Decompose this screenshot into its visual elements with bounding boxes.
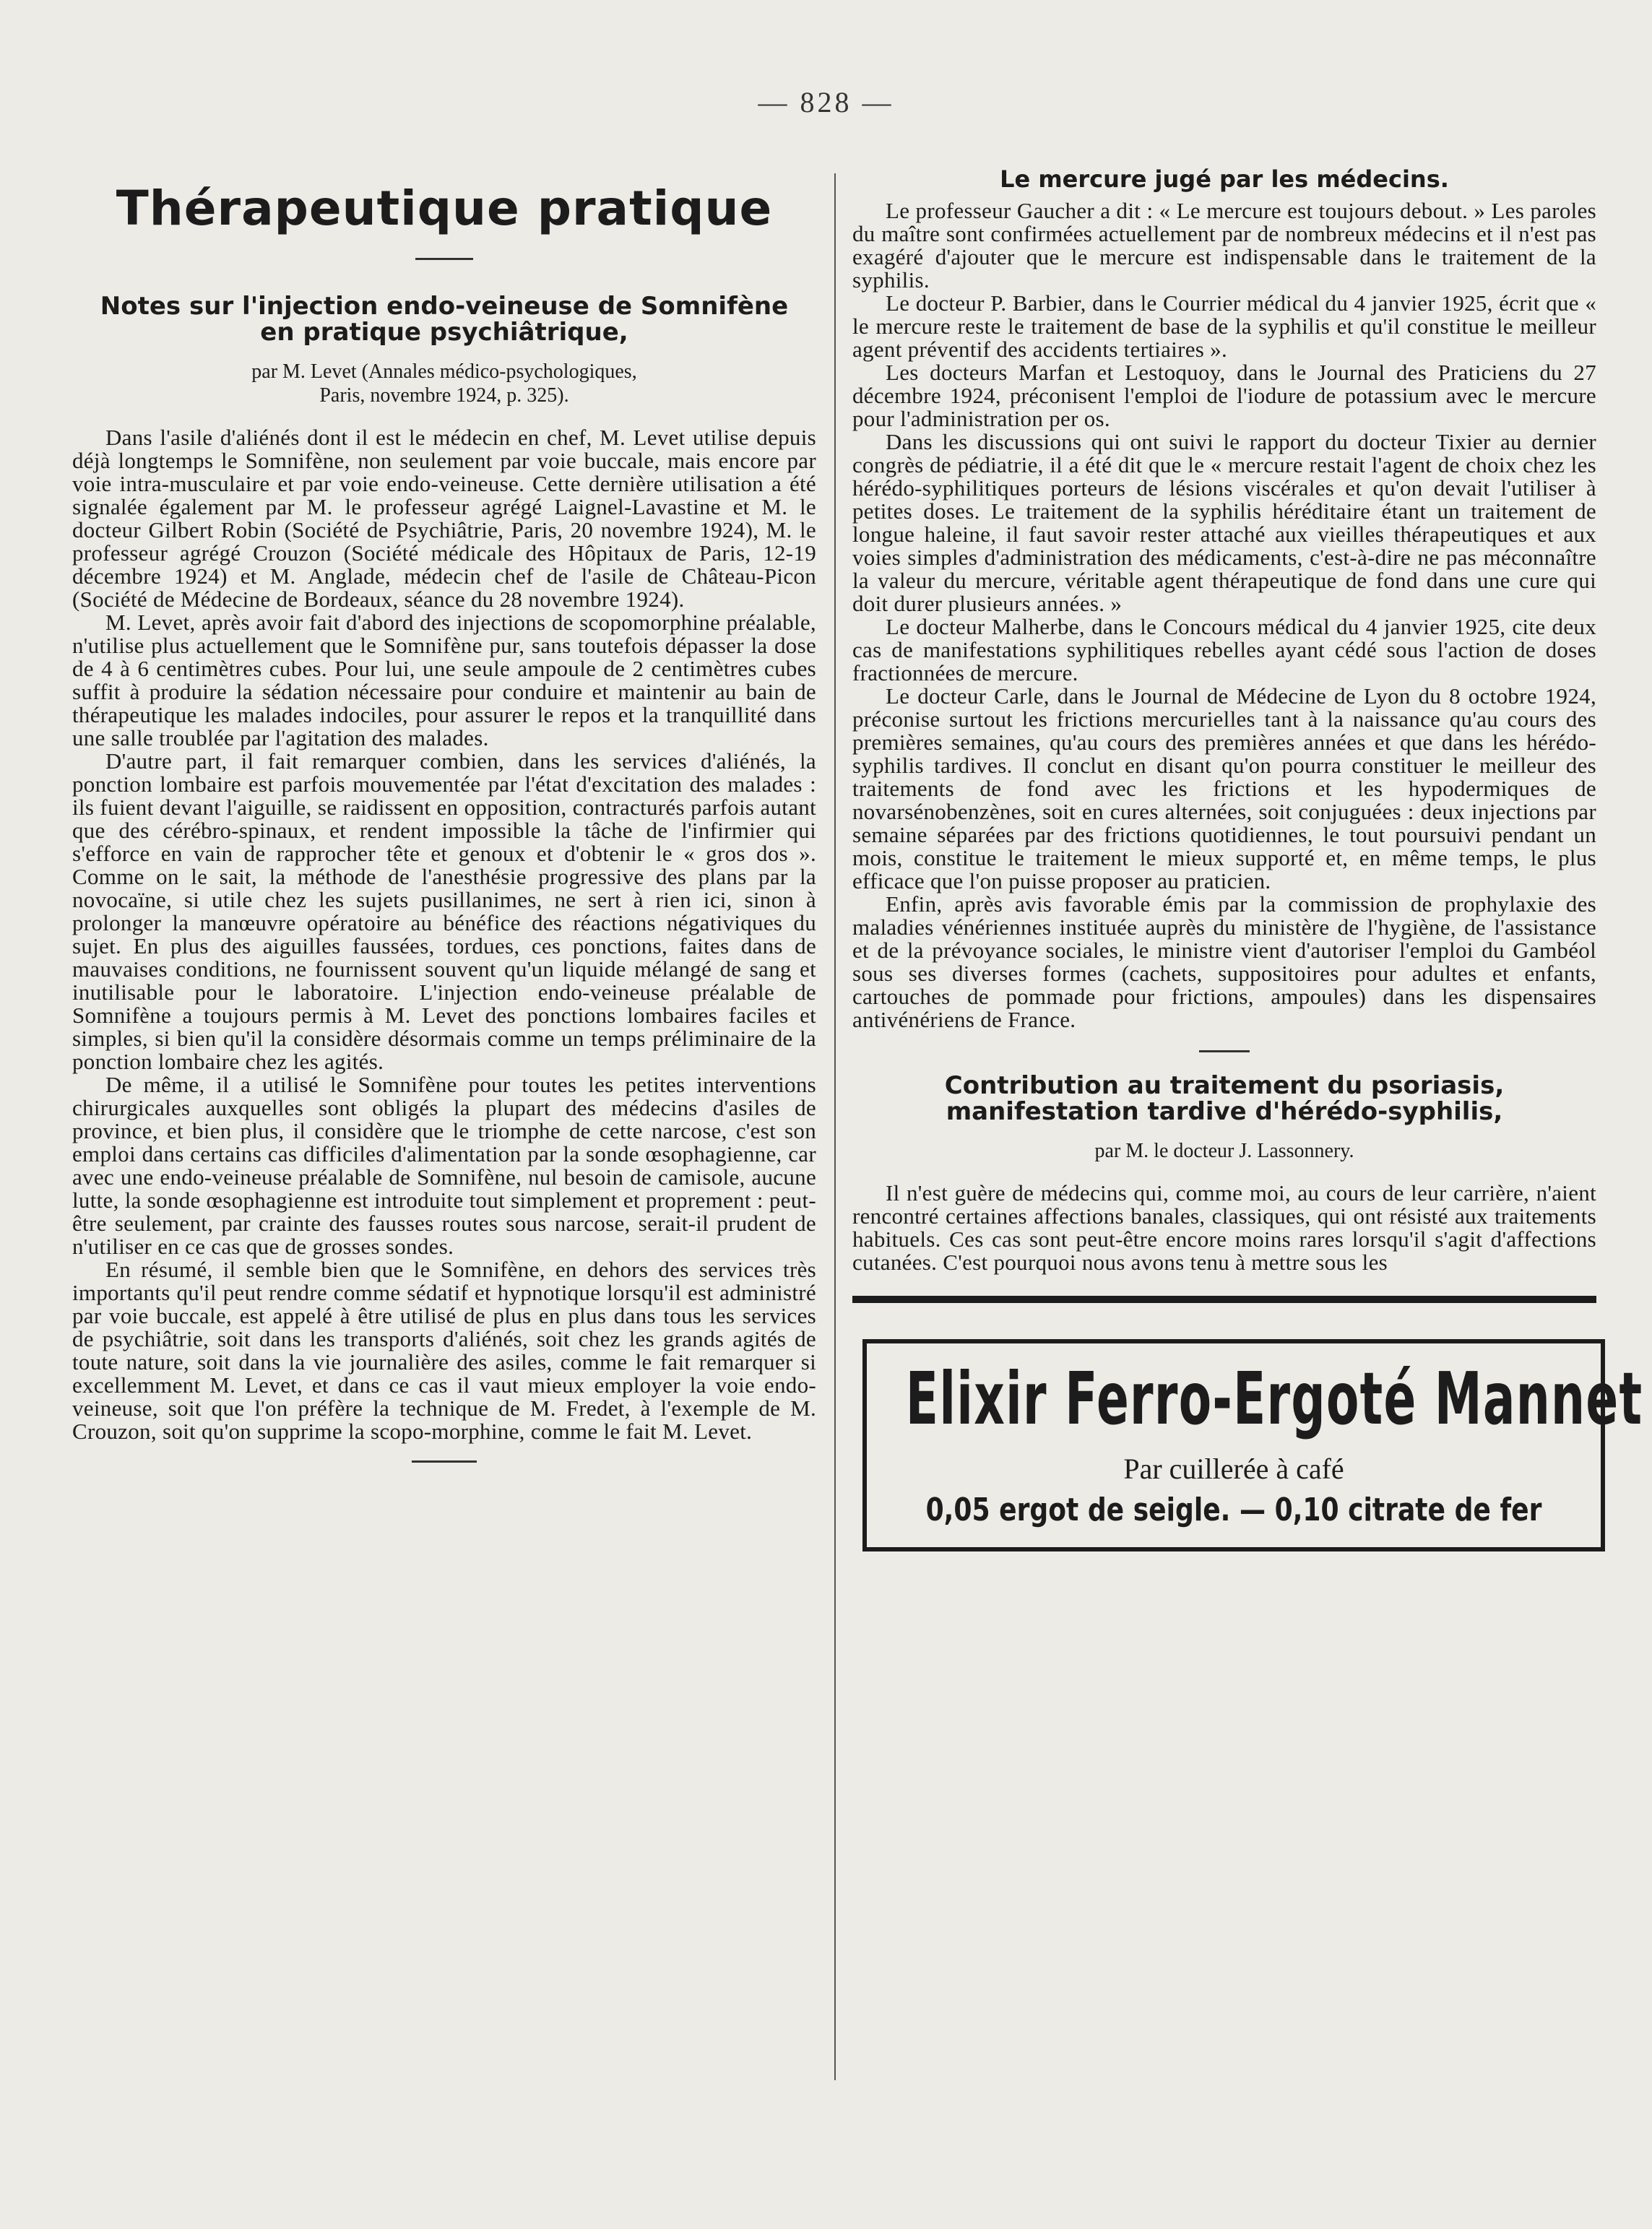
- title-rule: [415, 258, 473, 260]
- advertisement: [862, 1339, 1643, 1551]
- end-rule: [412, 1460, 477, 1463]
- page-title: Thérapeutique pratique: [116, 181, 773, 236]
- ad-dose: Par cuillerée à café: [1123, 1453, 1344, 1485]
- paragraph: D'autre part, il fait remarquer combien, dans les services d'aliénés, la ponction lombaire est parfois mouvementée par l'état d'excitation des malades : ils fuient devant l'aiguille, se raidissent en opposition, contracturés parfois autant que des cérébro-spinaux, et rendent impossible la tâche de l'infirmier qui s'efforce en vain de rapprocher tête et genoux et d'obtenir le « gros dos ». Comme on le sait, la méthode de l'anesthésie progressive des plans par la novocaïne, si utile chez les sujets pusillanimes, ne sert à rien ici, sinon à prolonger la manœuvre opératoire au bénéfice des réactions négativiques du sujet. En plus des aiguilles faussées, tordues, ces ponctions, faites dans de mauvaises conditions, ne fournissent souvent qu'un liquide mélangé de sang et inutilisable pour le laboratoire. L'injection endo-veineuse préalable de Somnifène a toujours permis à M. Levet des ponctions lombaires faciles et simples, si bien qu'il la considère désormais comme un temps préliminaire de la ponction lombaire chez les agités.: [72, 748, 816, 1074]
- paragraph: Dans les discussions qui ont suivi le rapport du docteur Tixier au dernier congrès de pédiatrie, il a été dit que le « mercure restait l'agent de choix chez les hérédo-syphilitiques porteurs de lésions viscérales et qu'on devait l'utiliser à petites doses. Le traitement de la syphilis héréditaire étant un traitement de longue haleine, il faut savoir rester attaché aux vieilles thérapeutiques et aux voies simples d'administration des médicaments, c'est-à-dire ne pas méconnaître la valeur du mercure, véritable agent thérapeutique de fond dans une cure qui doit durer plusieurs années. »: [852, 429, 1596, 616]
- paragraph: Dans l'asile d'aliénés dont il est le médecin en chef, M. Levet utilise depuis déjà longtemps le Somnifène, non seulement par voie buccale, mais encore par voie intra-musculaire et par voie endo-veineuse. Cette dernière utilisation a été signalée également par M. le professeur agrégé Laignel-Lavastine et M. le docteur Gilbert Robin (Société de Psychiâtrie, Paris, 20 novembre 1924), M. le professeur agrégé Crouzon (Société médicale des Hôpitaux de Paris, 12-19 décembre 1924) et M. Anglade, médecin chef de l'asile de Château-Picon (Société de Médecine de Bordeaux, séance du 28 novembre 1924).: [72, 425, 816, 612]
- paragraph: Le docteur Carle, dans le Journal de Médecine de Lyon du 8 octobre 1924, préconise surtout les frictions mercurielles tant à la naissance qu'au cours des premières semaines, qu'au cours des premières années et que dans les hérédo-syphilis tardives. Il conclut en disant qu'on pourra constituer le meilleur des traitements de fond avec les frictions et les hypodermiques de novarsénobenzènes, soit en cures alternées, soit conjuguées : deux injections par semaine séparées par des frictions quotidiennes, le tout poursuivi pendant un mois, constitue le traitement le mieux supporté et, en même temps, le plus efficace que l'on puisse proposer au praticien.: [852, 683, 1596, 893]
- paragraph: De même, il a utilisé le Somnifène pour toutes les petites interventions chirurgicales auxquelles sont obligés la plupart des médecins d'asiles de province, et bien plus, il considère que le triomphe de cette narcose, c'est son emploi dans certains cas difficiles d'alimentation par la sonde œsophagienne, car avec une endo-veineuse préalable de Somnifène, nul besoin de camisole, aucune lutte, la sonde œsophagienne est introduite tout simplement et proprement : peut-être seulement, par crainte des fausses routes sous narcose, serait-il prudent de n'utiliser en ce cas que de grosses sondes.: [72, 1072, 816, 1259]
- article-title: Notes sur l'injection endo-veineuse de Somnifène en pratique psychiâtrique,: [100, 292, 789, 347]
- paragraph: M. Levet, après avoir fait d'abord des injections de scopomorphine préalable, n'utilise plus actuellement que le Somnifène pur, sans toutefois dépasser la dose de 4 à 6 centimètres cubes. Pour lui, une seule ampoule de 2 centimètres cubes suffit à produire la sédation nécessaire pour conduire et maintenir au bain de thérapeutique les malades indociles, pour assurer le repos et la tranquillité dans une salle troublée par l'agitation des malades.: [72, 610, 816, 750]
- right-column: [852, 165, 1643, 1551]
- ad-rule: [852, 1296, 1596, 1303]
- ad-composition: 0,05 ergot de seigle. — 0,10 citrate de fer: [925, 1492, 1542, 1528]
- ad-product-name: Elixir Ferro-Ergoté Mannet: [905, 1356, 1643, 1441]
- article2-byline: par M. le docteur J. Lassonnery.: [1094, 1140, 1354, 1162]
- left-column: [72, 166, 816, 1463]
- column-divider: [834, 173, 836, 2080]
- section-rule: [1199, 1050, 1250, 1052]
- article-byline: par M. Levet (Annales médico-psychologiques, Paris, novembre 1924, p. 325).: [251, 360, 637, 407]
- paragraph: Les docteurs Marfan et Lestoquoy, dans le Journal des Praticiens du 27 décembre 1924, préconisent l'emploi de l'iodure de potassium avec le mercure pour l'administration per os.: [852, 360, 1596, 431]
- paragraph: Le docteur P. Barbier, dans le Courrier médical du 4 janvier 1925, écrit que « le mercure reste le traitement de base de la syphilis et qu'il constitue le meilleur agent préventif des accidents tertiaires ».: [852, 290, 1596, 362]
- article2-title: Contribution au traitement du psoriasis, manifestation tardive d'hérédo-syphilis,: [944, 1071, 1505, 1126]
- section-title: Le mercure jugé par les médecins.: [1000, 165, 1449, 193]
- paragraph: Le docteur Malherbe, dans le Concours médical du 4 janvier 1925, cite deux cas de manifestations syphilitiques rebelles ayant cédé sous l'action de doses fractionnées de mercure.: [852, 614, 1596, 685]
- paragraph: Le professeur Gaucher a dit : « Le mercure est toujours debout. » Les paroles du maître sont confirmées actuellement par de nombreux médecins et il n'est pas exagéré d'ajouter que le mercure est indispensable dans le traitement de la syphilis.: [852, 198, 1596, 293]
- paragraph: Enfin, après avis favorable émis par la commission de prophylaxie des maladies vénériennes instituée auprès du ministère de l'hygiène, de l'assistance et de la prévoyance sociales, le ministre vient d'autoriser l'emploi du Gambéol sous ses diverses formes (cachets, suppositoires pour adultes et enfants, cartouches de pommade pour frictions, ampoules) dans les dispensaires antivénériens de France.: [852, 891, 1596, 1032]
- page-number: — 828 —: [758, 86, 894, 118]
- paragraph: En résumé, il semble bien que le Somnifène, en dehors des services très importants qu'il peut rendre comme sédatif et hypnotique lorsqu'il est administré par voie buccale, est appelé à être utilisé de plus en plus dans tous les services de psychiâtrie, soit dans les transports d'aliénés, soit chez les grands agités de toute nature, soit dans la vie journalière des asiles, comme le fait remarquer si excellemment M. Levet, et dans ce cas il vaut mieux employer la voie endo-veineuse, soit que l'on préfère la technique de M. Fredet, à l'exemple de M. Crouzon, soit qu'on supprime la scopo-morphine, comme le fait M. Levet.: [72, 1257, 816, 1444]
- paragraph: Il n'est guère de médecins qui, comme moi, au cours de leur carrière, n'aient rencontré certaines affections banales, classiques, qui ont résisté aux traitements habituels. Ces cas sont peut-être encore moins rares lorsqu'il s'agit d'affections cutanées. C'est pourquoi nous avons tenu à mettre sous les: [852, 1180, 1596, 1275]
